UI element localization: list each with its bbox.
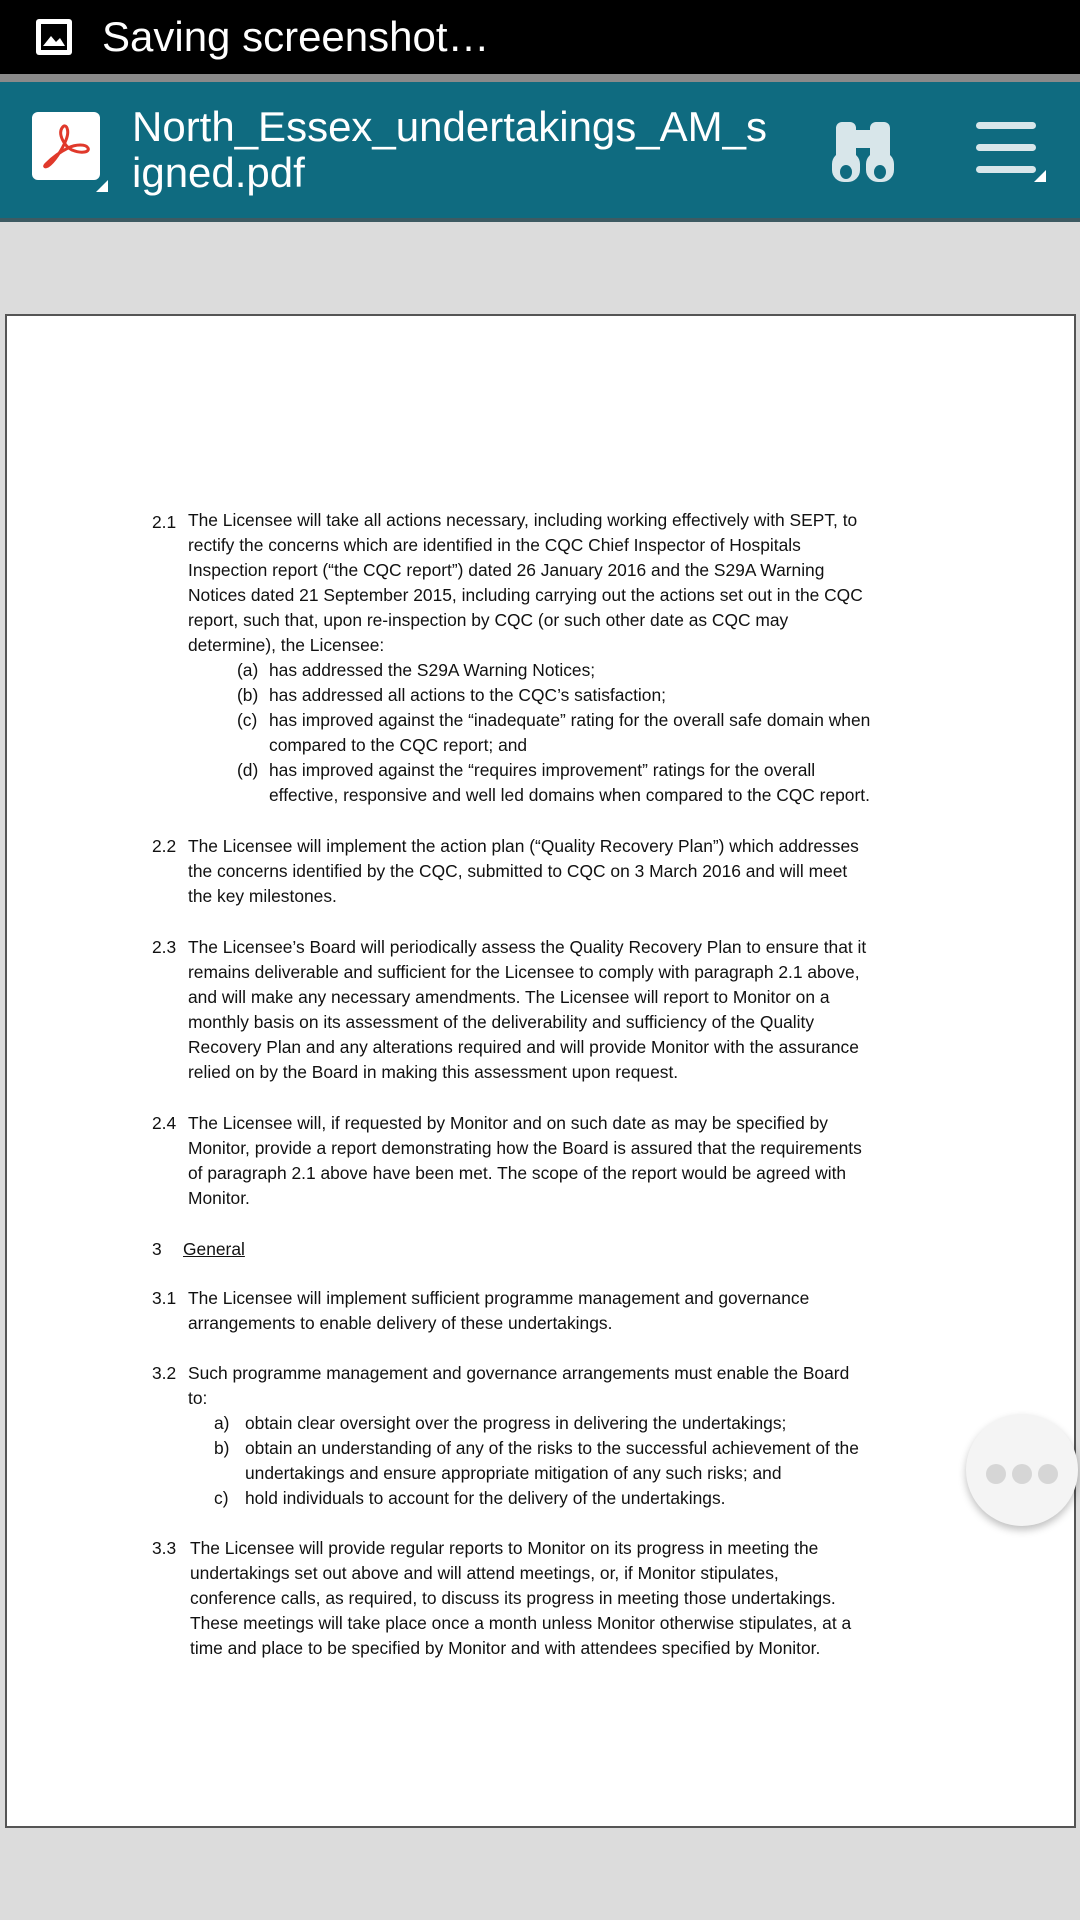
list-label: b) xyxy=(214,1438,230,1458)
paragraph-line: time and place to be specified by Monitor and with attendees specified by Monitor. xyxy=(190,1638,821,1658)
list-item: compared to the CQC report; and xyxy=(269,735,528,755)
list-item: has addressed all actions to the CQC’s satisfaction; xyxy=(269,685,666,705)
list-item: has improved against the “inadequate” rating for the overall safe domain when xyxy=(269,710,871,730)
list-item: has improved against the “requires improvement” ratings for the overall xyxy=(269,760,816,780)
section-number: 3 xyxy=(152,1239,162,1259)
paragraph-line: Recovery Plan and any alterations required and will provide Monitor with the assurance xyxy=(188,1037,859,1057)
hamburger-menu-icon[interactable] xyxy=(972,118,1048,184)
pdf-page[interactable] xyxy=(5,314,1076,1828)
paragraph-line: conference calls, as required, to discuss its progress in meeting those undertakings. xyxy=(190,1588,836,1608)
list-label: (b) xyxy=(237,685,259,705)
section-number: 2.2 xyxy=(152,836,177,856)
list-item: obtain clear oversight over the progress in delivering the undertakings; xyxy=(245,1413,787,1433)
section-number: 2.3 xyxy=(152,937,177,957)
list-item: hold individuals to account for the delivery of the undertakings. xyxy=(245,1488,726,1508)
list-label: (c) xyxy=(237,710,258,730)
paragraph-line: relied on by the Board in making this assessment upon request. xyxy=(188,1062,679,1082)
paragraph-line: The Licensee will implement the action plan (“Quality Recovery Plan”) which addresses xyxy=(188,836,859,856)
paragraph-line: report, such that, upon re-inspection by CQC (or such other date as CQC may xyxy=(188,610,789,630)
list-label: (d) xyxy=(237,760,259,780)
image-icon xyxy=(34,17,74,57)
paragraph-line: These meetings will take place once a month unless Monitor otherwise stipulates, at a xyxy=(190,1613,852,1633)
section-number: 2.4 xyxy=(152,1113,177,1133)
paragraph-line: Notices dated 21 September 2015, including carrying out the actions set out in the CQC xyxy=(188,585,863,605)
list-item: effective, responsive and well led domains when compared to the CQC report. xyxy=(269,785,870,805)
section-number: 2.1 xyxy=(152,512,177,532)
list-label: a) xyxy=(214,1413,230,1433)
list-item: obtain an understanding of any of the risks to the successful achievement of the xyxy=(245,1438,859,1458)
paragraph-line: to: xyxy=(188,1388,208,1408)
adobe-acrobat-icon[interactable] xyxy=(32,112,100,180)
paragraph-line: remains deliverable and sufficient for the Licensee to comply with paragraph 2.1 above, xyxy=(188,962,860,982)
paragraph-line: rectify the concerns which are identified in the CQC Chief Inspector of Hospitals xyxy=(188,535,801,555)
paragraph-line: determine), the Licensee: xyxy=(188,635,385,655)
paragraph-line: The Licensee will implement sufficient programme management and governance xyxy=(188,1288,810,1308)
paragraph-line: Monitor, provide a report demonstrating how the Board is assured that the requirements xyxy=(188,1138,862,1158)
status-bar xyxy=(0,0,1080,74)
section-number: 3.3 xyxy=(152,1538,177,1558)
list-item: has addressed the S29A Warning Notices; xyxy=(269,660,596,680)
document-title: North_Essex_undertakings_AM_signed.pdf xyxy=(132,103,768,196)
list-label: (a) xyxy=(237,660,259,680)
document-body xyxy=(7,316,1074,1826)
more-options-icon[interactable] xyxy=(966,1414,1078,1526)
status-divider xyxy=(0,74,1080,82)
paragraph-line: the key milestones. xyxy=(188,886,337,906)
paragraph-line: Inspection report (“the CQC report”) dated 26 January 2016 and the S29A Warning xyxy=(188,560,825,580)
section-number: 3.1 xyxy=(152,1288,177,1308)
paragraph-line: undertakings set out above and will attend meetings, or, if Monitor stipulates, xyxy=(190,1563,779,1583)
list-label: c) xyxy=(214,1488,229,1508)
paragraph-line: The Licensee’s Board will periodically assess the Quality Recovery Plan to ensure that it xyxy=(188,937,867,957)
paragraph-line: the concerns identified by the CQC, submitted to CQC on 3 March 2016 and will meet xyxy=(188,861,848,881)
paragraph-line: of paragraph 2.1 above have been met. The scope of the report would be agreed with xyxy=(188,1163,847,1183)
section-number: 3.2 xyxy=(152,1363,177,1383)
paragraph-line: The Licensee will provide regular reports to Monitor on its progress in meeting the xyxy=(190,1538,819,1558)
list-item: undertakings and ensure appropriate mitigation of any such risks; and xyxy=(245,1463,782,1483)
paragraph-line: and will make any necessary amendments. The Licensee will report to Monitor on a xyxy=(188,987,830,1007)
binoculars-icon[interactable] xyxy=(828,116,898,186)
paragraph-line: Such programme management and governance arrangements must enable the Board xyxy=(188,1363,850,1383)
status-text: Saving screenshot… xyxy=(102,13,490,60)
logo-dropdown-indicator xyxy=(96,180,108,192)
paragraph-line: arrangements to enable delivery of these undertakings. xyxy=(188,1313,613,1333)
paragraph-line: The Licensee will, if requested by Monitor and on such date as may be specified by xyxy=(188,1113,828,1133)
paragraph-line: Monitor. xyxy=(188,1188,250,1208)
app-bar-shadow xyxy=(0,218,1080,222)
section-heading: General xyxy=(183,1239,245,1259)
paragraph-line: The Licensee will take all actions necessary, including working effectively with SEPT, to xyxy=(188,510,858,530)
app-bar xyxy=(0,82,1080,218)
paragraph-line: monthly basis on its assessment of the deliverability and sufficiency of the Quality xyxy=(188,1012,815,1032)
